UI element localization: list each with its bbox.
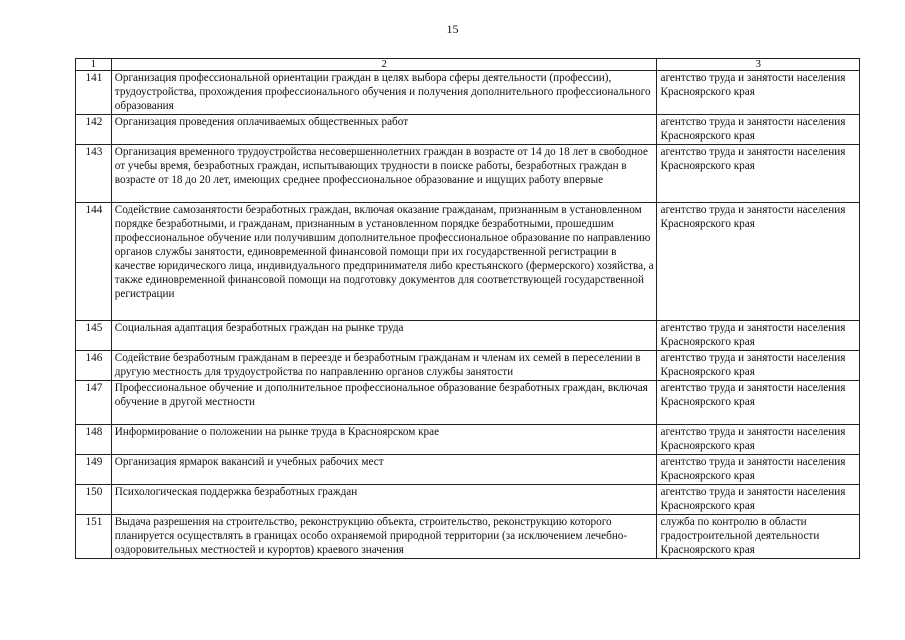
service-name: Информирование о положении на рынке труда в Красноярском крае <box>111 425 657 455</box>
responsible-agency: агентство труда и занятости населения Красноярского края <box>657 321 860 351</box>
table-row <box>76 203 860 321</box>
responsible-agency: агентство труда и занятости населения Красноярского края <box>657 425 860 455</box>
row-number: 145 <box>76 321 112 351</box>
table-row <box>76 145 860 203</box>
responsible-agency: агентство труда и занятости населения Красноярского края <box>657 203 860 321</box>
service-name: Содействие безработным гражданам в переезде и безработным гражданам и членам их семей в переселении в другую местность для трудоустройства по направлению органов службы занятости <box>111 351 657 381</box>
table-row <box>76 381 860 425</box>
responsible-agency: агентство труда и занятости населения Красноярского края <box>657 485 860 515</box>
column-header-number: 1 <box>76 59 112 71</box>
responsible-agency: агентство труда и занятости населения Красноярского края <box>657 71 860 115</box>
table-row <box>76 115 860 145</box>
row-number: 146 <box>76 351 112 381</box>
page-number: 15 <box>446 22 459 36</box>
service-name: Социальная адаптация безработных граждан на рынке труда <box>111 321 657 351</box>
responsible-agency: служба по контролю в области градостроительной деятельности Красноярского края <box>657 515 860 559</box>
row-number: 148 <box>76 425 112 455</box>
table-row <box>76 71 860 115</box>
service-name: Организация ярмарок вакансий и учебных рабочих мест <box>111 455 657 485</box>
row-number: 151 <box>76 515 112 559</box>
service-name: Содействие самозанятости безработных граждан, включая оказание гражданам, признанным в установленном порядке безработными, и гражданам, признанным в установленном порядке безработными, прошедшим профессиональное обучение или получившим дополнительное профессиональное образование по направлению органов службы занятости, единовременной финансовой помощи при их государственной регистрации в качестве юридического лица, индивидуального предпринимателя либо крестьянского (фермерского) хозяйства, а также единовременной финансовой помощи на подготовку документов для соответствующей государственной регистрации <box>111 203 657 321</box>
row-number: 143 <box>76 145 112 203</box>
table-row <box>76 455 860 485</box>
service-name: Организация проведения оплачиваемых общественных работ <box>111 115 657 145</box>
service-name: Выдача разрешения на строительство, реконструкцию объекта, строительство, реконструкцию которого планируется осуществлять в границах особо охраняемой природной территории (за исключением лечебно-оздоровительных местностей и курортов) краевого значения <box>111 515 657 559</box>
service-name: Организация профессиональной ориентации граждан в целях выбора сферы деятельности (профессии), трудоустройства, прохождения профессионального обучения и получения дополнительного профессионального образования <box>111 71 657 115</box>
table-row <box>76 485 860 515</box>
row-number: 144 <box>76 203 112 321</box>
services-table <box>75 58 860 559</box>
service-name: Профессиональное обучение и дополнительное профессиональное образование безработных граждан, включая обучение в другой местности <box>111 381 657 425</box>
service-name: Психологическая поддержка безработных граждан <box>111 485 657 515</box>
responsible-agency: агентство труда и занятости населения Красноярского края <box>657 381 860 425</box>
responsible-agency: агентство труда и занятости населения Красноярского края <box>657 455 860 485</box>
responsible-agency: агентство труда и занятости населения Красноярского края <box>657 351 860 381</box>
row-number: 150 <box>76 485 112 515</box>
row-number: 141 <box>76 71 112 115</box>
table-row <box>76 321 860 351</box>
column-header-agency: 3 <box>657 59 860 71</box>
table-row <box>76 515 860 559</box>
table-row <box>76 425 860 455</box>
service-name: Организация временного трудоустройства несовершеннолетних граждан в возрасте от 14 до 18 лет в свободное от учебы время, безработных граждан, испытывающих трудности в поиске работы, безработных граждан в возрасте от 18 до 20 лет, имеющих среднее профессиональное образование и ищущих работу впервые <box>111 145 657 203</box>
responsible-agency: агентство труда и занятости населения Красноярского края <box>657 145 860 203</box>
row-number: 149 <box>76 455 112 485</box>
row-number: 142 <box>76 115 112 145</box>
column-header-service: 2 <box>111 59 657 71</box>
header-row <box>76 59 860 71</box>
responsible-agency: агентство труда и занятости населения Красноярского края <box>657 115 860 145</box>
table-row <box>76 351 860 381</box>
row-number: 147 <box>76 381 112 425</box>
